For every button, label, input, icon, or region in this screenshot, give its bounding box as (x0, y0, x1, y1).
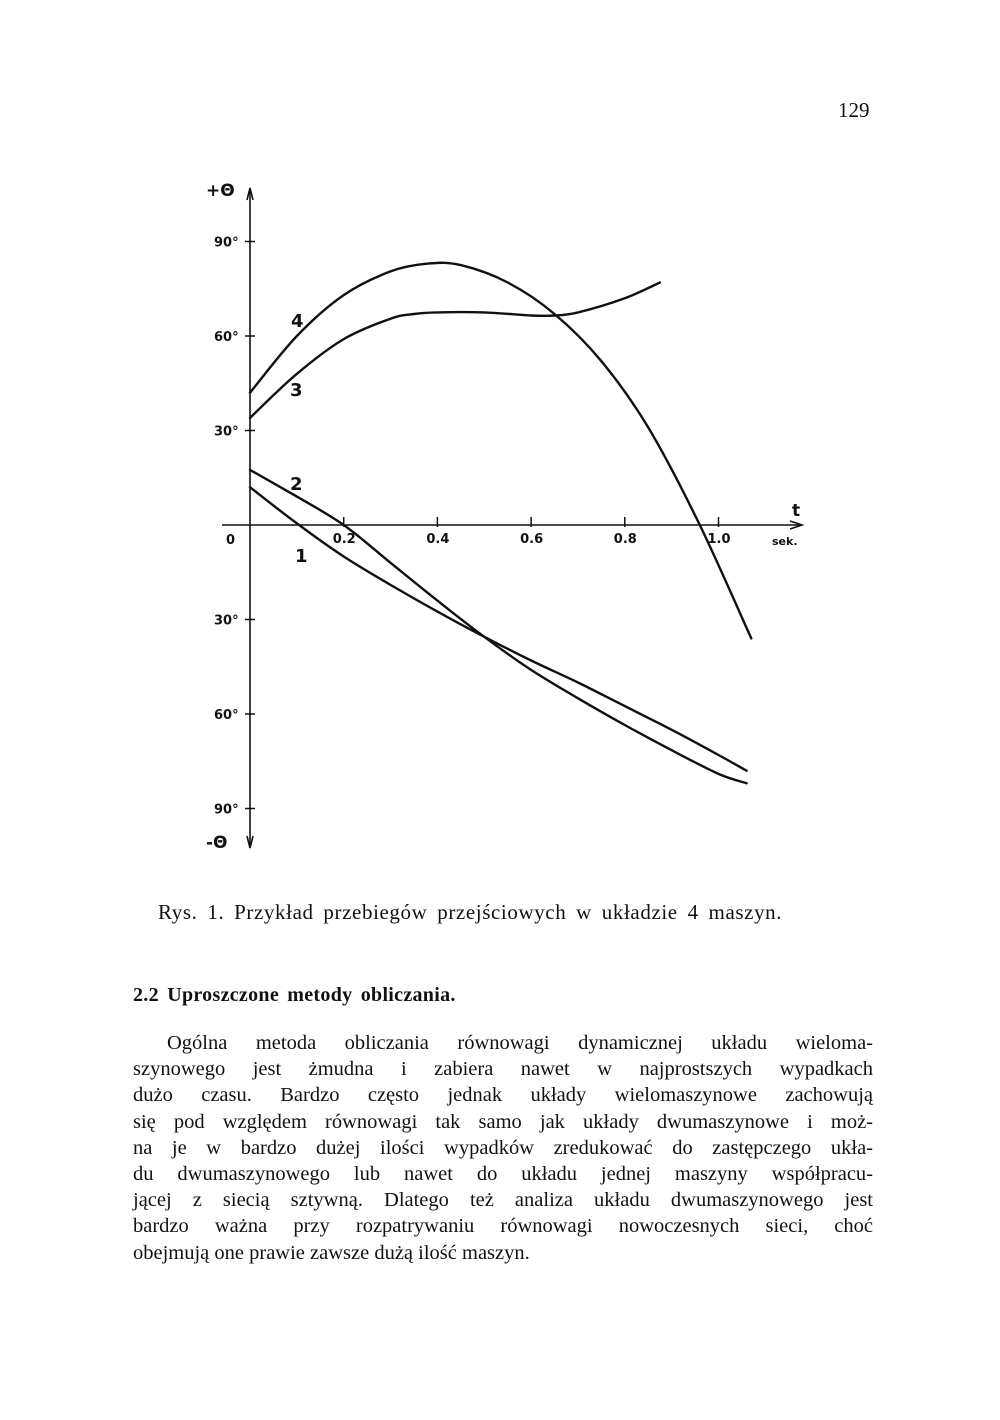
y-axis-label-negative: -Θ (206, 833, 228, 853)
y-tick-label: 90° (214, 802, 239, 818)
x-tick-label: 0.2 (332, 532, 356, 547)
curve-label-4: 4 (291, 311, 304, 332)
page-number: 129 (838, 98, 870, 122)
body-paragraph (133, 1030, 873, 1266)
paragraph-line: Ogólna metoda obliczania równowagi dynamicznej układu wieloma- (167, 1032, 873, 1054)
curve-label-1: 1 (295, 546, 308, 567)
paragraph-line: jącej z siecią sztywną. Dlatego też analiza układu dwumaszynowego jest (133, 1189, 873, 1212)
curve-1 (250, 487, 747, 771)
x-ticks (333, 517, 731, 547)
paragraph-line: du dwumaszynowego lub nawet do układu jednej maszyny współpracu- (133, 1163, 873, 1186)
y-tick-label: 30° (214, 424, 239, 440)
axes (222, 188, 802, 848)
section-heading: 2.2 Uproszczone metody obliczania. (133, 984, 456, 1006)
x-axis-unit: sek. (772, 535, 798, 548)
curve-4 (250, 263, 751, 639)
x-axis-label: t (792, 501, 801, 521)
paragraph-line: się pod względem równowagi tak samo jak układy dwumaszynowe i moż- (133, 1110, 873, 1133)
paragraph-line: obejmują one prawie zawsze dużą ilość maszyn. (133, 1241, 530, 1264)
x-tick-label: 0.6 (520, 532, 544, 547)
paragraph-line: na je w bardzo dużej ilości wypadków zredukować do zastępczego ukła- (133, 1136, 873, 1159)
curve-3 (250, 283, 660, 418)
y-tick-label: 30° (214, 613, 239, 629)
curve-label-2: 2 (290, 474, 303, 495)
y-ticks (214, 236, 255, 818)
y-tick-label: 90° (214, 235, 239, 251)
curve-2 (250, 470, 747, 783)
y-axis-label-positive: +Θ (206, 181, 235, 201)
paragraph-line: bardzo ważna przy rozpatrywaniu równowagi nowoczesnych sieci, choć (133, 1215, 873, 1238)
paragraph-line: szynowego jest żmudna i zabiera nawet w najprostszych wypadkach (133, 1058, 873, 1081)
curves (250, 263, 751, 784)
curve-label-3: 3 (290, 380, 303, 401)
paragraph-line: dużo czasu. Bardzo często jednak układy wielomaszynowe zachowują (133, 1084, 873, 1107)
figure-caption: Rys. 1. Przykład przebiegów przejściowych w układzie 4 maszyn. (158, 900, 783, 924)
x-tick-label: 1.0 (707, 532, 731, 547)
y-tick-label: 60° (214, 330, 239, 345)
x-tick-label: 0.4 (426, 532, 450, 547)
x-tick-label: 0.8 (613, 532, 637, 547)
y-tick-label: 60° (214, 708, 239, 723)
origin-label: 0 (226, 533, 236, 548)
